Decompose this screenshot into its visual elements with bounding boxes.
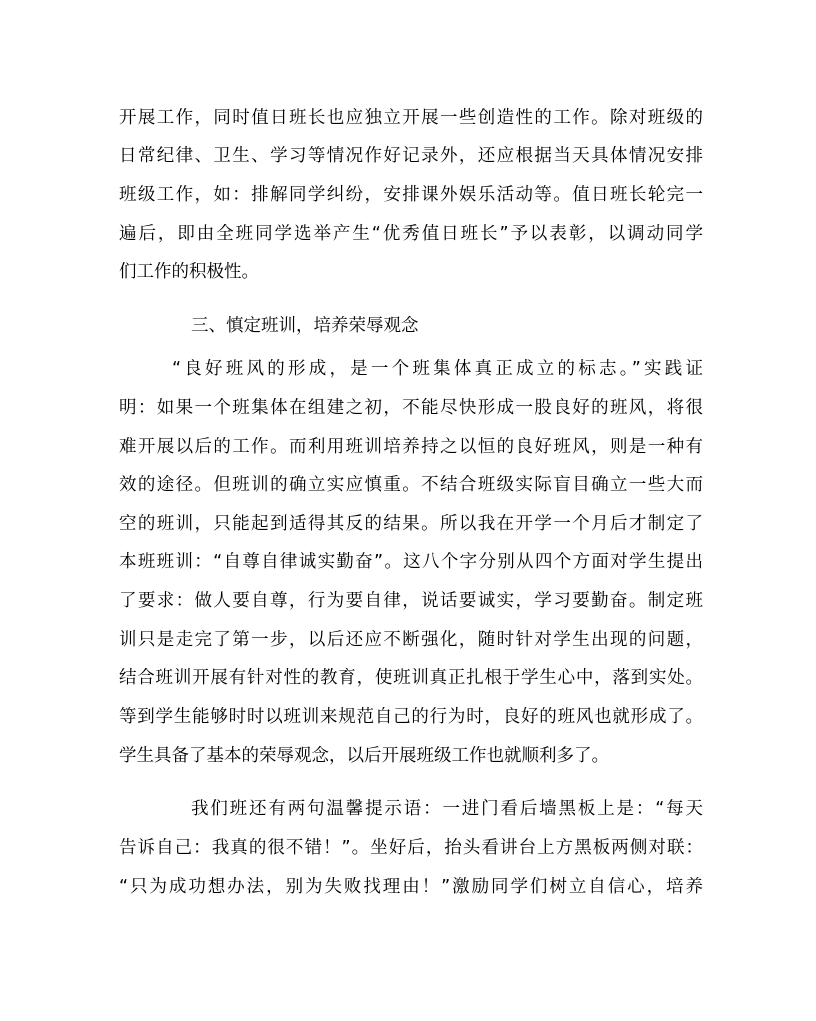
text-line: 结合班训开展有针对性的教育，使班训真正扎根于学生心中，落到实处。	[119, 668, 703, 688]
text-line: 我们班还有两句温馨提示语：一进门看后墙黑板上是：“每天	[191, 799, 703, 819]
text-line: 们工作的积极性。	[119, 262, 259, 282]
text-line: 遍后，即由全班同学选举产生“优秀值日班长”予以表彰，以调动同学	[119, 224, 703, 244]
section-heading: 三、慎定班训，培养荣辱观念	[191, 316, 419, 336]
text-line: 明：如果一个班集体在组建之初，不能尽快形成一股良好的班风，将很	[119, 398, 703, 418]
text-line: 难开展以后的工作。而利用班训培养持之以恒的良好班风，则是一种有	[119, 437, 703, 457]
text-line: 日常纪律、卫生、学习等情况作好记录外，还应根据当天具体情况安排	[119, 146, 703, 166]
text-line: 训只是走完了第一步，以后还应不断强化，随时针对学生出现的问题，	[119, 630, 703, 650]
text-line: 告诉自己：我真的很不错！”。坐好后，抬头看讲台上方黑板两侧对联：	[119, 838, 703, 858]
text-line: 班级工作，如：排解同学纠纷，安排课外娱乐活动等。值日班长轮完一	[119, 185, 703, 205]
text-line: 效的途径。但班训的确立实应慎重。不结合班级实际盲目确立一些大而	[119, 475, 703, 495]
text-line: “良好班风的形成，是一个班集体真正成立的标志。”实践证	[172, 359, 703, 379]
text-line: 等到学生能够时时以班训来规范自己的行为时，良好的班风也就形成了。	[119, 707, 703, 727]
text-line: 开展工作，同时值日班长也应独立开展一些创造性的工作。除对班级的	[119, 108, 703, 128]
text-line: 空的班训，只能起到适得其反的结果。所以我在开学一个月后才制定了	[119, 514, 703, 534]
text-line: 了要求：做人要自尊，行为要自律，说话要诚实，学习要勤奋。制定班	[119, 591, 703, 611]
text-line: 本班班训：“自尊自律诚实勤奋”。这八个字分别从四个方面对学生提出	[119, 552, 703, 572]
text-line: “只为成功想办法，别为失败找理由！”激励同学们树立自信心，培养	[119, 877, 703, 897]
text-line: 学生具备了基本的荣辱观念，以后开展班级工作也就顺利多了。	[119, 746, 609, 766]
